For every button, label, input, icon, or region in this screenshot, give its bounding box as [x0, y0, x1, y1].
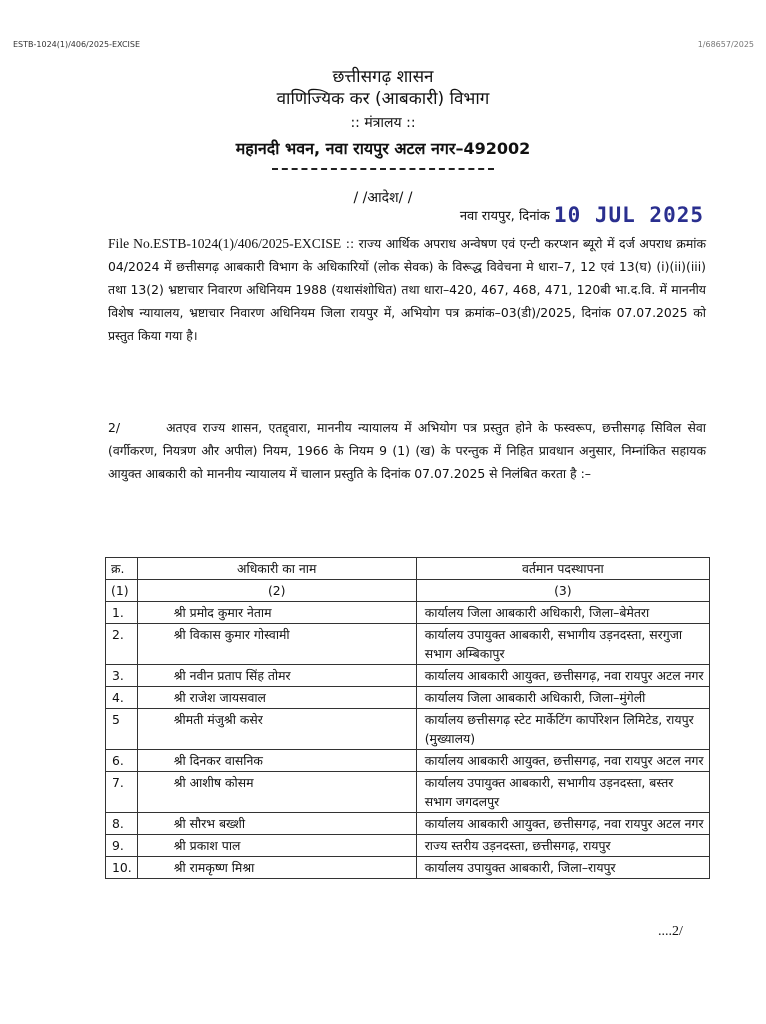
letterhead [0, 66, 766, 170]
file-reference-top-left: ESTB-1024(1)/406/2025-EXCISE [13, 40, 141, 49]
header-divider [272, 168, 494, 170]
header-officer-name: अधिकारी का नाम [137, 558, 416, 580]
table-row [106, 709, 710, 750]
column-number: (2) [137, 580, 416, 602]
order-title: / /आदेश/ / [353, 190, 413, 206]
table-row [106, 835, 710, 857]
government-name: छत्तीसगढ़ शासन [332, 67, 434, 87]
ministry-label: :: मंत्रालय :: [350, 115, 416, 131]
office-address: महानदी भवन, नवा रायपुर अटल नगर–492002 [235, 139, 531, 158]
column-number: (3) [416, 580, 709, 602]
page-continuation-marker: ....2/ [658, 924, 683, 939]
header-serial: क्र. [106, 558, 138, 580]
officer-name-cell: श्री दिनकर वासनिक [137, 750, 416, 772]
officer-name-cell: श्री आशीष कोसम [137, 772, 416, 813]
table-row [106, 750, 710, 772]
table-row [106, 624, 710, 665]
table-row [106, 772, 710, 813]
officer-name-cell: श्री प्रकाश पाल [137, 835, 416, 857]
officer-name-cell: श्री रामकृष्ण मिश्रा [137, 857, 416, 879]
paragraph-1 [108, 232, 706, 347]
serial-cell: 2. [106, 624, 138, 665]
table-row [106, 687, 710, 709]
officer-name-cell: श्रीमती मंजुश्री कसेर [137, 709, 416, 750]
column-number: (1) [106, 580, 138, 602]
officer-name-cell: श्री सौरभ बख्शी [137, 813, 416, 835]
table-header-row [106, 558, 710, 580]
paragraph-2-number: 2/ [108, 420, 121, 435]
file-number: File No.ESTB-1024(1)/406/2025-EXCISE [108, 236, 342, 251]
posting-cell: कार्यालय आबकारी आयुक्त, छत्तीसगढ़, नवा रायपुर अटल नगर [416, 750, 709, 772]
posting-cell: कार्यालय उपायुक्त आबकारी, जिला–रायपुर [416, 857, 709, 879]
serial-cell: 9. [106, 835, 138, 857]
paragraph-1-text: :: राज्य आर्थिक अपराध अन्वेषण एवं एन्टी करप्शन ब्यूरो में दर्ज अपराध क्रमांक 04/2024 में छत्तीसगढ़ आबकारी विभाग के अधिकारियों (लोक सेवक) के विरूद्ध विवेचना मे धारा–7, 12 एवं 13(घ) (i)(ii)(iii) तथा 13(2) भ्रष्टाचार निवारण अधिनियम 1988 (यथासंशोधित) तथा धारा–420, 467, 468, 471, 120बी भा.द.वि. में माननीय विशेष न्यायालय, भ्रष्टाचार निवारण अधिनियम जिला रायपुर में, अभियोग पत्र क्रमांक–03(डी)/2025, दिनांक 07.07.2025 को प्रस्तुत किया गया है। [108, 236, 706, 343]
receipt-number-top-right: 1/68657/2025 [697, 40, 754, 49]
posting-cell: कार्यालय उपायुक्त आबकारी, सभागीय उड़नदस्ता, बस्तर सभाग जगदलपुर [416, 772, 709, 813]
serial-cell: 7. [106, 772, 138, 813]
serial-cell: 8. [106, 813, 138, 835]
date-line [460, 203, 704, 227]
posting-cell: कार्यालय छत्तीसगढ़ स्टेट मार्केटिंग कार्पोरेशन लिमिटेड, रायपुर (मुख्यालय) [416, 709, 709, 750]
serial-cell: 1. [106, 602, 138, 624]
posting-cell: कार्यालय उपायुक्त आबकारी, सभागीय उड़नदस्ता, सरगुजा सभाग अम्बिकापुर [416, 624, 709, 665]
serial-cell: 4. [106, 687, 138, 709]
paragraph-2 [108, 416, 706, 485]
serial-cell: 10. [106, 857, 138, 879]
serial-cell: 6. [106, 750, 138, 772]
date-stamp: 10 JUL 2025 [553, 203, 704, 227]
officer-name-cell: श्री नवीन प्रताप सिंह तोमर [137, 665, 416, 687]
table-row [106, 813, 710, 835]
posting-cell: कार्यालय जिला आबकारी अधिकारी, जिला–मुंगेली [416, 687, 709, 709]
officer-name-cell: श्री विकास कुमार गोस्वामी [137, 624, 416, 665]
table-column-number-row [106, 580, 710, 602]
serial-cell: 5 [106, 709, 138, 750]
officer-name-cell: श्री प्रमोद कुमार नेताम [137, 602, 416, 624]
date-prefix: नवा रायपुर, दिनांक [459, 209, 550, 224]
suspended-officers-table [105, 557, 710, 879]
posting-cell: कार्यालय जिला आबकारी अधिकारी, जिला–बेमेतरा [416, 602, 709, 624]
posting-cell: राज्य स्तरीय उड़नदस्ता, छत्तीसगढ़, रायपुर [416, 835, 709, 857]
header-current-posting: वर्तमान पदस्थापना [416, 558, 709, 580]
serial-cell: 3. [106, 665, 138, 687]
posting-cell: कार्यालय आबकारी आयुक्त, छत्तीसगढ़, नवा रायपुर अटल नगर [416, 665, 709, 687]
officer-name-cell: श्री राजेश जायसवाल [137, 687, 416, 709]
paragraph-2-text: अतएव राज्य शासन, एतद्द्वारा, माननीय न्यायालय में अभियोग पत्र प्रस्तुत होने के फस्वरूप, छत्तीसगढ़ सिविल सेवा (वर्गीकरण, नियत्रण और अपील) नियम, 1966 के नियम 9 (1) (ख) के परन्तुक में निहित प्रावधान अनुसार, निम्नांकित सहायक आयुक्त आबकारी को माननीय न्यायालय में चालान प्रस्तुति के दिनांक 07.07.2025 से निलंबित करता है :– [108, 420, 706, 481]
department-name: वाणिज्यिक कर (आबकारी) विभाग [276, 89, 490, 109]
table-row [106, 602, 710, 624]
posting-cell: कार्यालय आबकारी आयुक्त, छत्तीसगढ़, नवा रायपुर अटल नगर [416, 813, 709, 835]
table-row [106, 665, 710, 687]
table-row [106, 857, 710, 879]
